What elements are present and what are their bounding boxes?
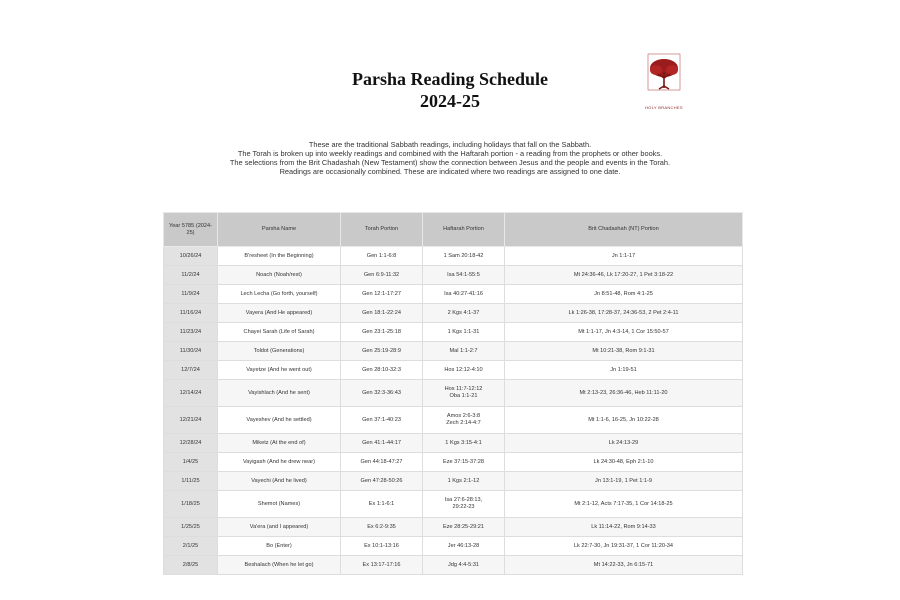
haftarah-portion-cell (423, 266, 505, 285)
torah-portion-cell: Gen 6:9-11:32 (341, 266, 423, 285)
date-cell: 1/25/25 (164, 518, 218, 537)
date-cell: 2/8/25 (164, 556, 218, 575)
parsha-name-cell: Lech Lecha (Go forth, yourself) (218, 285, 341, 304)
torah-portion-cell: Gen 12:1-17:27 (341, 285, 423, 304)
intro-line: These are the traditional Sabbath readings, including holidays that fall on the Sabbath. (308, 140, 592, 149)
page-title: Parsha Reading Schedule (351, 69, 549, 89)
nt-portion-cell: Mt 24:36-46, Lk 17:20-27, 1 Pet 3:18-22 (505, 266, 743, 285)
torah-portion-cell: Gen 47:28-50:26 (341, 472, 423, 491)
date-cell: 11/2/24 (164, 266, 218, 285)
nt-portion-cell: Jn 1:1-17 (505, 247, 743, 266)
table-body (164, 247, 743, 575)
intro-line: The selections from the Brit Chadashah (New Testament) show the connection between Jesus and the people and events in the Torah. (229, 158, 671, 167)
schedule-table (163, 212, 743, 575)
date-cell: 11/30/24 (164, 342, 218, 361)
nt-portion-cell: Mt 1:1-17, Jn 4:3-14, 1 Cor 15:50-57 (505, 323, 743, 342)
table-row (164, 407, 743, 434)
table-row (164, 518, 743, 537)
table-row (164, 361, 743, 380)
column-header-parsha-name: Parsha Name (218, 213, 341, 247)
date-cell: 1/4/25 (164, 453, 218, 472)
date-cell: 12/7/24 (164, 361, 218, 380)
torah-portion-cell: Gen 37:1-40:23 (341, 407, 423, 434)
haftarah-line: 1 Kgs 2:1-12 (447, 477, 480, 484)
table-row (164, 304, 743, 323)
date-cell: 12/28/24 (164, 434, 218, 453)
haftarah-line: Amos 2:6-3:8 (446, 413, 481, 420)
nt-portion-cell: Jn 13:1-19, 1 Pet 1:1-9 (505, 472, 743, 491)
parsha-name-cell: Va'era (and I appeared) (218, 518, 341, 537)
haftarah-portion-cell (423, 285, 505, 304)
torah-portion-cell: Gen 25:19-28:9 (341, 342, 423, 361)
date-cell: 11/23/24 (164, 323, 218, 342)
nt-portion-cell: Lk 22:7-30, Jn 19:31-37, 1 Cor 11:20-34 (505, 537, 743, 556)
intro-line: Readings are occasionally combined. These are indicated where two readings are assigned to one date. (279, 167, 621, 176)
parsha-name-cell: Chayei Sarah (Life of Sarah) (218, 323, 341, 342)
torah-portion-cell: Gen 44:18-47:27 (341, 453, 423, 472)
intro-paragraph (0, 140, 900, 176)
date-cell: 12/14/24 (164, 380, 218, 407)
haftarah-line: Isa 40:27-41:16 (444, 290, 483, 297)
table-row (164, 491, 743, 518)
torah-portion-cell: Gen 18:1-22:24 (341, 304, 423, 323)
nt-portion-cell: Lk 1:26-38, 17:28-37, 24:36-53, 2 Pet 2:4-11 (505, 304, 743, 323)
haftarah-portion-cell (423, 491, 505, 518)
column-header-year: Year 5785 (2024-25) (164, 213, 218, 247)
haftarah-line: 29:22-23 (452, 504, 475, 510)
torah-portion-cell: Gen 32:3-36:43 (341, 380, 423, 407)
date-cell: 2/1/25 (164, 537, 218, 556)
torah-portion-cell: Ex 10:1-13:16 (341, 537, 423, 556)
haftarah-portion-cell (423, 342, 505, 361)
haftarah-line: Isa 54:1-55:5 (447, 271, 480, 278)
nt-portion-cell: Mt 2:13-23, 26:36-46, Heb 11:11-20 (505, 380, 743, 407)
haftarah-portion-cell (423, 407, 505, 434)
date-cell: 1/11/25 (164, 472, 218, 491)
page-subtitle-year: 2024-25 (420, 91, 480, 111)
tree-logo-icon (638, 52, 690, 102)
haftarah-line: Hos 12:12-4:10 (444, 366, 483, 373)
haftarah-portion-cell (423, 472, 505, 491)
torah-portion-cell: Gen 23:1-25:18 (341, 323, 423, 342)
table-header-row (164, 213, 743, 247)
date-cell: 11/9/24 (164, 285, 218, 304)
haftarah-portion-cell (423, 537, 505, 556)
nt-portion-cell: Jn 8:51-48, Rom 4:1-25 (505, 285, 743, 304)
nt-portion-cell: Lk 11:14-22, Rom 9:14-33 (505, 518, 743, 537)
parsha-name-cell: Vayera (And He appeared) (218, 304, 341, 323)
date-cell: 10/26/24 (164, 247, 218, 266)
torah-portion-cell: Ex 13:17-17:16 (341, 556, 423, 575)
table-row (164, 380, 743, 407)
parsha-name-cell: B'resheet (In the Beginning) (218, 247, 341, 266)
parsha-name-cell: Shemot (Names) (218, 491, 341, 518)
nt-portion-cell: Mt 2:1-12, Acts 7:17-35, 1 Cor 14:18-25 (505, 491, 743, 518)
haftarah-portion-cell (423, 556, 505, 575)
table-row (164, 285, 743, 304)
haftarah-line: Mal 1:1-2:7 (449, 347, 478, 354)
torah-portion-cell: Ex 6:2-9:35 (341, 518, 423, 537)
parsha-name-cell: Vayechi (And he lived) (218, 472, 341, 491)
column-header-torah-portion: Torah Portion (341, 213, 423, 247)
parsha-name-cell: Toldot (Generations) (218, 342, 341, 361)
parsha-name-cell: Vayishlach (And he sent) (218, 380, 341, 407)
table-row (164, 556, 743, 575)
haftarah-line: Hos 11:7-12:12 (444, 386, 483, 393)
parsha-name-cell: Bo (Enter) (218, 537, 341, 556)
table-row (164, 537, 743, 556)
haftarah-portion-cell (423, 518, 505, 537)
haftarah-portion-cell (423, 304, 505, 323)
torah-portion-cell: Gen 1:1-6:8 (341, 247, 423, 266)
haftarah-line: Jer 46:13-28 (447, 542, 480, 549)
haftarah-line: Zech 2:14-4:7 (446, 420, 481, 426)
haftarah-line: Eze 28:25-29:21 (442, 523, 485, 530)
haftarah-portion-cell (423, 453, 505, 472)
parsha-name-cell: Vayeshev (And he settled) (218, 407, 341, 434)
parsha-name-cell: Vayetze (And he went out) (218, 361, 341, 380)
haftarah-portion-cell (423, 247, 505, 266)
logo (638, 52, 690, 108)
nt-portion-cell: Mt 14:22-33, Jn 6:15-71 (505, 556, 743, 575)
haftarah-portion-cell (423, 323, 505, 342)
haftarah-line: Jdg 4:4-5:31 (447, 561, 480, 568)
nt-portion-cell: Lk 24:13-29 (505, 434, 743, 453)
parsha-name-cell: Noach (Noah/rest) (218, 266, 341, 285)
torah-portion-cell: Gen 28:10-32:3 (341, 361, 423, 380)
haftarah-line: Oba 1:1-21 (449, 393, 478, 399)
table-row (164, 266, 743, 285)
haftarah-line: 1 Sam 20:18-42 (443, 252, 484, 259)
haftarah-line: 2 Kgs 4:1-37 (447, 309, 480, 316)
table-row (164, 453, 743, 472)
column-header-nt-portion: Brit Chadashah (NT) Portion (505, 213, 743, 247)
logo-text: HOLY BRANCHES (645, 105, 683, 110)
nt-portion-cell: Mt 1:1-6, 16-25, Jn 10:22-28 (505, 407, 743, 434)
haftarah-portion-cell (423, 434, 505, 453)
nt-portion-cell: Lk 24:30-48, Eph 2:1-10 (505, 453, 743, 472)
table-row (164, 342, 743, 361)
haftarah-portion-cell (423, 361, 505, 380)
parsha-name-cell: Miketz (At the end of) (218, 434, 341, 453)
parsha-name-cell: Beshalach (When he let go) (218, 556, 341, 575)
haftarah-line: 1 Kgs 3:15-4:1 (445, 439, 482, 446)
title-block (0, 68, 900, 112)
haftarah-portion-cell (423, 380, 505, 407)
nt-portion-cell: Jn 1:19-51 (505, 361, 743, 380)
column-header-haftarah-portion: Haftarah Portion (423, 213, 505, 247)
nt-portion-cell: Mt 10:21-38, Rom 9:1-31 (505, 342, 743, 361)
parsha-name-cell: Vayigash (And he drew near) (218, 453, 341, 472)
haftarah-line: Eze 37:15-37:28 (442, 458, 485, 465)
date-cell: 12/21/24 (164, 407, 218, 434)
torah-portion-cell: Ex 1:1-6:1 (341, 491, 423, 518)
table-row (164, 247, 743, 266)
haftarah-line: 1 Kgs 1:1-31 (447, 328, 480, 335)
haftarah-line: Isa 27:6-28:13, (444, 497, 483, 504)
date-cell: 1/18/25 (164, 491, 218, 518)
table-row (164, 434, 743, 453)
torah-portion-cell: Gen 41:1-44:17 (341, 434, 423, 453)
date-cell: 11/16/24 (164, 304, 218, 323)
intro-line: The Torah is broken up into weekly readings and combined with the Haftarah portion - a reading from the prophets or other books. (237, 149, 663, 158)
table-row (164, 472, 743, 491)
table-row (164, 323, 743, 342)
